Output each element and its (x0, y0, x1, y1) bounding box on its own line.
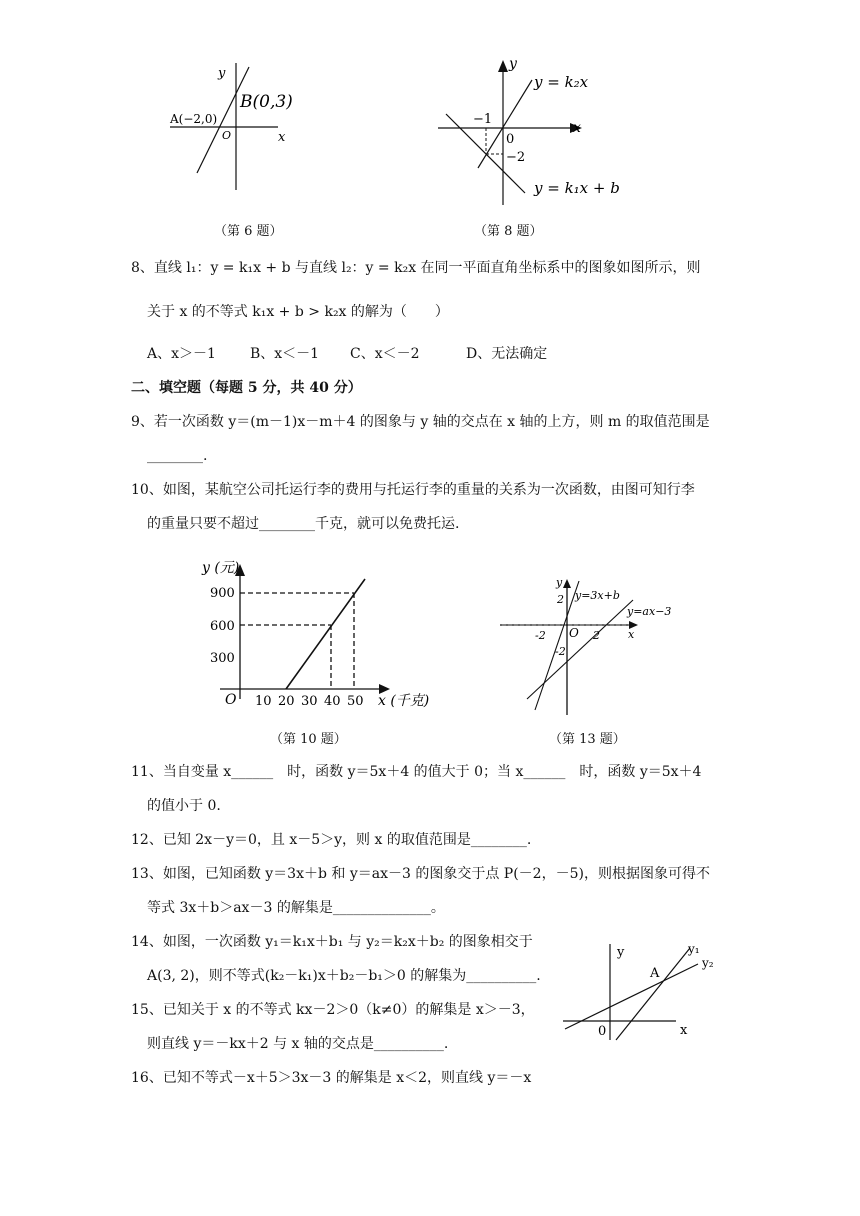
fig10-y-label: y (元) (202, 560, 240, 576)
fig8-tick-zero: 0 (506, 132, 515, 147)
q8-option-c: C、x＜－2 (350, 346, 420, 362)
fig14-point-a: A (650, 966, 660, 981)
fig13-y-arrow (563, 579, 571, 588)
fig14-line2-label: y₂ (702, 956, 714, 970)
fig13-x-label: x (628, 628, 635, 641)
fig13-line-ax (527, 600, 633, 699)
fig14-line-y2 (565, 964, 698, 1029)
fig10-x-tick-50: 50 (347, 694, 364, 709)
q14-line1: 14、如图，一次函数 y₁＝k₁x＋b₁ 与 y₂＝k₂x＋b₂ 的图象相交于 (131, 934, 533, 950)
fig10-x-tick-10: 10 (255, 694, 272, 709)
fig10-cost-line (286, 579, 365, 689)
q8-line2: 关于 x 的不等式 k₁x + b > k₂x 的解为（ ） (147, 304, 449, 320)
fig6-x-label: x (278, 130, 286, 145)
figure-10 (190, 552, 440, 717)
figure-14 (558, 940, 728, 1045)
figure-8 (430, 50, 630, 210)
figure-13 (495, 575, 695, 720)
fig8-tick-neg2: −2 (506, 150, 526, 165)
q11-line2: 的值小于 0. (147, 798, 221, 814)
q13-line1: 13、如图，已知函数 y＝3x＋b 和 y＝ax－3 的图象交于点 P(－2，－5)，则根据图象可得不 (131, 866, 710, 882)
q10-line2: 的重量只要不超过________千克，就可以免费托运. (147, 516, 460, 532)
fig13-y-label: y (556, 576, 563, 589)
fig10-x-tick-30: 30 (301, 694, 318, 709)
q13-line2: 等式 3x＋b＞ax－3 的解集是______________。 (147, 900, 445, 916)
q15-line2: 则直线 y＝－kx＋2 与 x 轴的交点是__________. (147, 1036, 449, 1052)
fig14-line1-label: y₁ (688, 942, 700, 956)
fig14-y-label: y (617, 945, 625, 960)
fig8-line2-label: y = k₂x (534, 73, 589, 91)
q11-line1: 11、当自变量 x______ 时，函数 y＝5x＋4 的值大于 0；当 x______ 时，函数 y＝5x＋4 (131, 764, 702, 780)
fig8-line1-label: y = k₁x + b (534, 179, 620, 197)
fig14-origin: 0 (598, 1024, 607, 1039)
q16-line1: 16、已知不等式－x＋5＞3x－3 的解集是 x＜2，则直线 y＝－x (131, 1070, 532, 1086)
q15-line1: 15、已知关于 x 的不等式 kx－2＞0（k≠0）的解集是 x＞－3， (131, 1002, 535, 1018)
fig14-line-y1 (616, 948, 690, 1040)
q9-line2: ________. (147, 448, 208, 464)
fig10-x-tick-20: 20 (278, 694, 295, 709)
fig6-y-label: y (218, 66, 226, 81)
fig10-y-tick-900: 900 (210, 586, 235, 601)
q9-line1: 9、若一次函数 y＝(m－1)x－m＋4 的图象与 y 轴的交点在 x 轴的上方，则 m 的取值范围是 (131, 414, 710, 430)
q8-line1: 8、直线 l₁：y = k₁x + b 与直线 l₂：y = k₂x 在同一平面直角坐标系中的图象如图所示，则 (131, 260, 701, 276)
fig13-line1-label: y=3x+b (575, 589, 620, 602)
fig10-caption: （第 10 题） (270, 732, 347, 747)
fig13-tick-xneg2: -2 (535, 629, 546, 642)
fig13-origin: O (569, 626, 579, 640)
fig13-caption: （第 13 题） (549, 732, 626, 747)
fig14-x-label: x (680, 1023, 688, 1038)
fig13-line2-label: y=ax−3 (627, 605, 672, 618)
fig8-x-label: x (573, 120, 581, 136)
fig6-point-a: A(−2,0) (170, 112, 218, 126)
section-2-title: 二、填空题（每题 5 分，共 40 分） (131, 380, 362, 396)
q10-line1: 10、如图，某航空公司托运行李的费用与托运行李的重量的关系为一次函数，由图可知行李 (131, 482, 695, 498)
fig10-origin: O (225, 692, 237, 708)
fig6-caption: （第 6 题） (214, 224, 283, 239)
fig13-tick-y2: 2 (557, 593, 564, 606)
fig13-tick-x2: 2 (593, 629, 600, 642)
fig8-tick-neg1: −1 (473, 112, 493, 127)
q14-line2: A(3, 2)，则不等式(k₂－k₁)x＋b₂－b₁＞0 的解集为__________. (147, 968, 541, 984)
figure-6 (160, 55, 310, 195)
q8-option-a: A、x＞－1 (147, 346, 216, 362)
q12: 12、已知 2x－y＝0，且 x－5＞y，则 x 的取值范围是________. (131, 832, 532, 848)
fig10-x-tick-40: 40 (324, 694, 341, 709)
fig13-tick-yneg2: -2 (555, 645, 566, 658)
fig8-y-label: y (509, 56, 517, 72)
q8-option-b: B、x＜－1 (250, 346, 320, 362)
fig8-caption: （第 8 题） (474, 224, 543, 239)
fig6-point-b: B(0,3) (240, 92, 293, 112)
fig8-y-arrow (498, 60, 508, 72)
fig10-y-tick-600: 600 (210, 619, 235, 634)
fig10-y-tick-300: 300 (210, 651, 235, 666)
q8-option-d: D、无法确定 (466, 346, 548, 362)
fig6-origin: O (222, 129, 232, 142)
fig10-x-label: x (千克) (378, 693, 430, 709)
